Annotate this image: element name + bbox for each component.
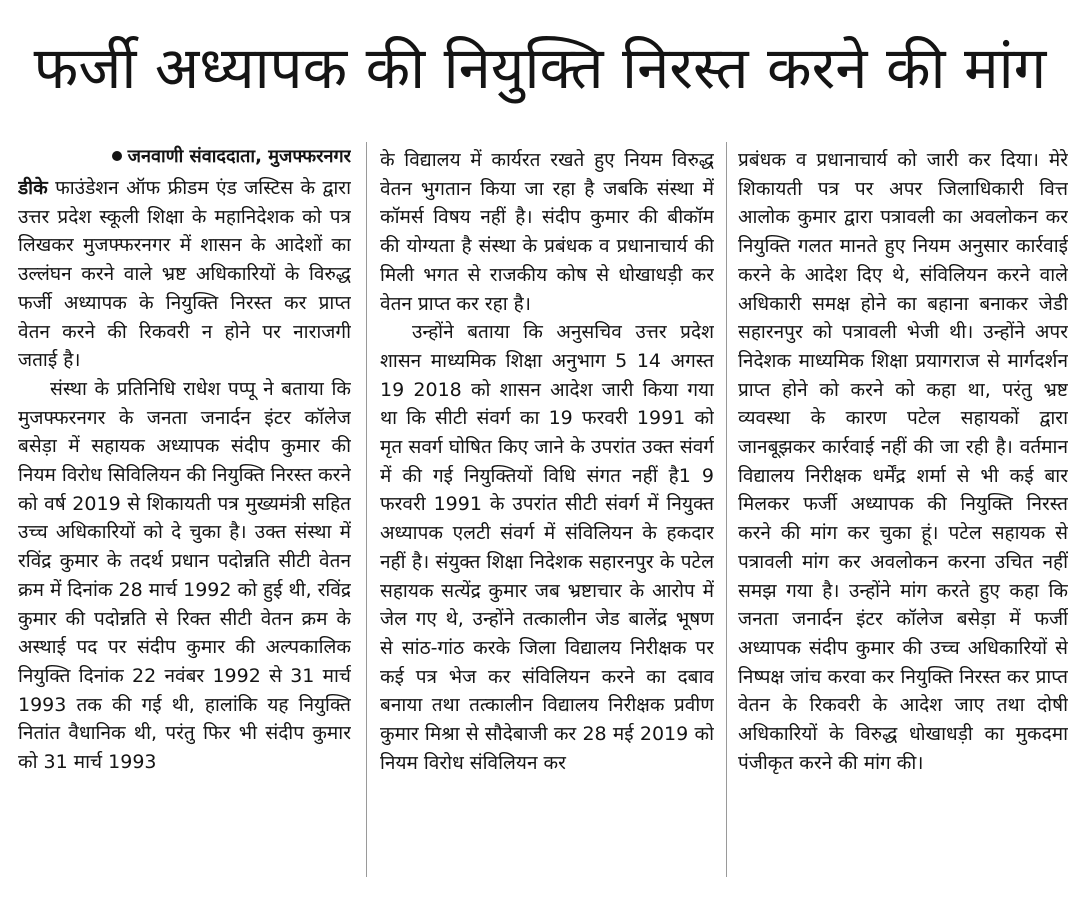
lead-word: डीके (18, 177, 48, 199)
byline-text: जनवाणी संवाददाता, मुजफ्फरनगर (127, 146, 351, 167)
bullet-icon (112, 151, 122, 161)
paragraph-text: फाउंडेशन ऑफ फ्रीडम एंड जस्टिस के द्वारा उत्तर प्रदेश स्कूली शिक्षा के महानिदेशक को पत्र लिखकर मुजफ्फरनगर में शासन के आदेशों का उल्लंघन करने वाले भ्रष्ट अधिकारियों के विरुद्ध फर्जी अध्यापक के नियुक्ति निरस्त कर प्राप्त वेतन करने की रिकवरी न होने पर नाराजगी जताई है। (18, 177, 351, 372)
paragraph: के विद्यालय में कार्यरत रखते हुए नियम विरुद्ध वेतन भुगतान किया जा रहा है जबकि संस्था में कॉमर्स विषय नहीं है। संदीप कुमार की बीकॉम की योग्यता है संस्था के प्रबंधक व प्रधानाचार्य की मिली भगत से राजकीय कोष से धोखाधड़ी कर वेतन प्राप्त कर रहा है। (380, 149, 714, 315)
article-column-1 (18, 142, 351, 882)
byline (18, 142, 351, 172)
article-column-2 (380, 146, 714, 886)
paragraph (18, 174, 351, 375)
paragraph: उन्होंने बताया कि अनुसचिव उत्तर प्रदेश शासन माध्यमिक शिक्षा अनुभाग 5 14 अगस्त 19 2018 को शासन आदेश जारी किया गया था कि सीटी संवर्ग का 19 फरवरी 1991 को मृत सवर्ग घोषित किए जाने के उपरांत उक्त संवर्ग में की गई नियुक्तियों विधि संगत नहीं है1 9 फरवरी 1991 के उपरांत सीटी संवर्ग में नियुक्त अध्यापक एलटी संवर्ग में संविलियन के हकदार नहीं है। संयुक्त शिक्षा निदेशक सहारनपुर के पटेल सहायक सत्येंद्र कुमार जब भ्रष्टाचार के आरोप में जेल गए थे, उन्होंने तत्कालीन जेड बालेंद्र भूषण से सांठ-गांठ करके जिला विद्यालय निरीक्षक पर कई पत्र भेज कर संविलियन करने का दबाव बनाया तथा तत्कालीन विद्यालय निरीक्षक प्रवीण कुमार मिश्रा से सौदेबाजी कर 28 मई 2019 को नियम विरोध संविलियन कर (380, 321, 714, 774)
paragraph: संस्था के प्रतिनिधि राधेश पप्पू ने बताया कि मुजफ्फरनगर के जनता जनार्दन इंटर कॉलेज बसेड़ा में सहायक अध्यापक संदीप कुमार की नियम विरोध सिविलियन की नियुक्ति निरस्त करने को वर्ष 2019 से शिकायती पत्र मुख्यमंत्री सहित उच्च अधिकारियों को दे चुका है। उक्त संस्था में रविंद्र कुमार के तदर्थ प्रधान पदोन्नति सीटी वेतन क्रम में दिनांक 28 मार्च 1992 को हुई थी, रविंद्र कुमार की पदोन्नति से रिक्त सीटी वेतन क्रम के अस्थाई पद पर संदीप कुमार की अल्पकालिक नियुक्ति दिनांक 22 नवंबर 1992 से 31 मार्च 1993 तक की गई थी, हालांकि यह नियुक्ति नितांत वैधानिक थी, परंतु फिर भी संदीप कुमार को 31 मार्च 1993 (18, 377, 351, 774)
article-body (18, 142, 1068, 882)
headline: फर्जी अध्यापक की नियुक्ति निरस्त करने की मांग (33, 34, 1047, 102)
paragraph: प्रबंधक व प्रधानाचार्य को जारी कर दिया। मेरे शिकायती पत्र पर अपर जिलाधिकारी वित्त आलोक कुमार द्वारा पत्रावली का अवलोकन कर नियुक्ति गलत मानते हुए नियम अनुसार कार्रवाई करने के आदेश दिए थे, संविलियन करने वाले अधिकारी समक्ष होने का बहाना बनाकर जेडी सहारनपुर को पत्रावली भेजी थी। उन्होंने अपर निदेशक माध्यमिक शिक्षा प्रयागराज से मार्गदर्शन प्राप्त होने को करने को कहा था, परंतु भ्रष्ट व्यवस्था के कारण पटेल सहायकों द्वारा जानबूझकर कार्रवाई नहीं की जा रही है। वर्तमान विद्यालय निरीक्षक धर्मेंद्र शर्मा से भी कई बार मिलकर फर्जी अध्यापक की नियुक्ति निरस्त करने की मांग कर चुका हूं। पटेल सहायक से पत्रावली मांग कर अवलोकन करना उचित नहीं समझ गया है। उन्होंने मांग करते हुए कहा कि जनता जनार्दन इंटर कॉलेज बसेड़ा में फर्जी अध्यापक संदीप कुमार की उच्च अधिकारियों से निष्पक्ष जांच करवा कर नियुक्ति निरस्त कर प्राप्त वेतन के रिकवरी के आदेश जाए तथा दोषी अधिकारियों के विरुद्ध धोखाधड़ी का मुकदमा पंजीकृत करने की मांग की। (738, 149, 1068, 774)
article-column-3 (738, 146, 1068, 886)
